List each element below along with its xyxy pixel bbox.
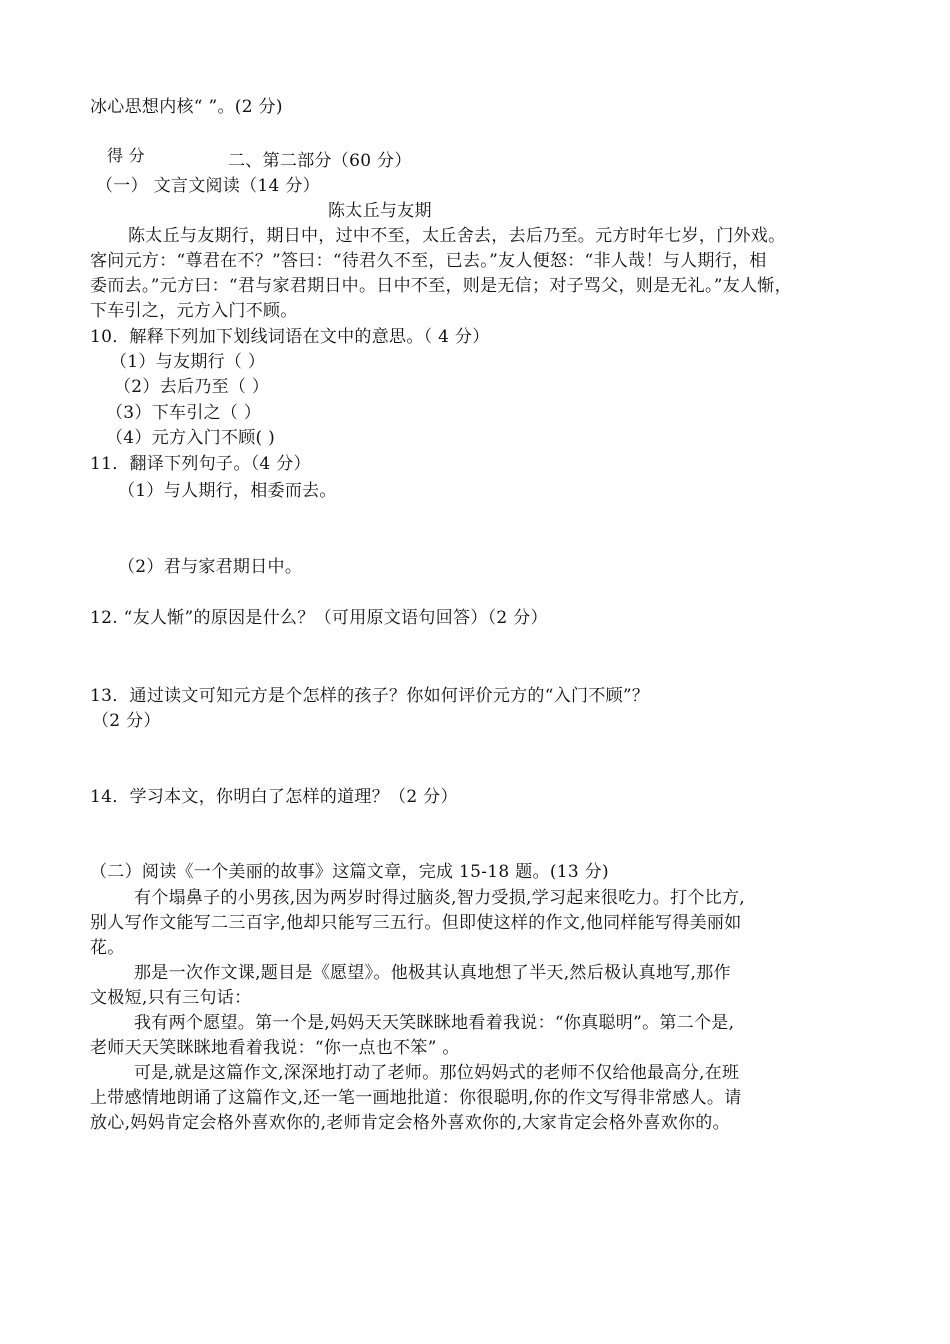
question-item: （1）与友期行（ ） xyxy=(110,352,266,372)
passage-line: 下车引之，元方入门不顾。 xyxy=(90,301,298,321)
question-item: （3）下车引之（ ） xyxy=(106,403,262,423)
question-item: （1）与人期行，相委而去。 xyxy=(118,481,337,501)
question-item: （2）君与家君期日中。 xyxy=(118,557,303,577)
passage-line: 委而去。”元方曰：“君与家君期日中。日中不至，则是无信；对子骂父，则是无礼。”友人惭， xyxy=(90,276,792,296)
paragraph-line: 花。 xyxy=(90,938,125,958)
paragraph-line: 上带感情地朗诵了这篇作文,还一笔一画地批道：你很聪明,你的作文写得非常感人。请 xyxy=(90,1088,742,1108)
question-10: 10．解释下列加下划线词语在文中的意思。（ 4 分） xyxy=(90,327,490,347)
question-14: 14．学习本文，你明白了怎样的道理？（2 分） xyxy=(90,787,458,807)
section-heading: （一） 文言文阅读（14 分） xyxy=(96,176,320,196)
question-13: 13．通过读文可知元方是个怎样的孩子？你如何评价元方的“入门不顾”？ xyxy=(90,686,650,706)
paragraph-line: 那是一次作文课,题目是《愿望》。他极其认真地想了半天,然后极认真地写,那作 xyxy=(134,963,731,983)
section-heading: （二）阅读《一个美丽的故事》这篇文章，完成 15-18 题。(13 分) xyxy=(90,862,609,882)
paragraph-line: 我有两个愿望。第一个是,妈妈天天笑眯眯地看着我说：“你真聪明”。第二个是, xyxy=(134,1013,735,1033)
passage-title: 陈太丘与友期 xyxy=(328,201,432,221)
part-heading: 二、第二部分（60 分） xyxy=(228,151,412,171)
paragraph-line: 别人写作文能写二三百字,他却只能写三五行。但即使这样的作文,他同样能写得美丽如 xyxy=(90,913,742,933)
paragraph-line: 放心,妈妈肯定会格外喜欢你的,老师肯定会格外喜欢你的,大家肯定会格外喜欢你的。 xyxy=(90,1113,730,1133)
question-item: （4）元方入门不顾( ) xyxy=(106,428,276,448)
paragraph-line: 可是,就是这篇作文,深深地打动了老师。那位妈妈式的老师不仅给他最高分,在班 xyxy=(134,1063,740,1083)
question-12: 12. “友人惭”的原因是什么？（可用原文语句回答）（2 分） xyxy=(90,608,548,628)
question-11: 11．翻译下列句子。（4 分） xyxy=(90,454,311,474)
question-13-points: （2 分） xyxy=(92,711,161,731)
paragraph-line: 文极短,只有三句话： xyxy=(90,988,252,1008)
fill-in-line: 冰心思想内核“ ”。(2 分) xyxy=(90,97,283,117)
paragraph-line: 老师天天笑眯眯地看着我说：“你一点也不笨” 。 xyxy=(90,1038,460,1058)
passage-line: 客问元方：“尊君在不？”答曰：“待君久不至，已去。”友人便怒：“非人哉！与人期行，相 xyxy=(90,251,767,271)
passage-line: 陈太丘与友期行，期日中，过中不至，太丘舍去，去后乃至。元方时年七岁，门外戏。 xyxy=(128,226,786,246)
question-item: （2）去后乃至（ ） xyxy=(114,377,270,397)
score-label: 得 分 xyxy=(107,146,145,165)
paragraph-line: 有个塌鼻子的小男孩,因为两岁时得过脑炎,智力受损,学习起来很吃力。打个比方, xyxy=(134,888,746,908)
